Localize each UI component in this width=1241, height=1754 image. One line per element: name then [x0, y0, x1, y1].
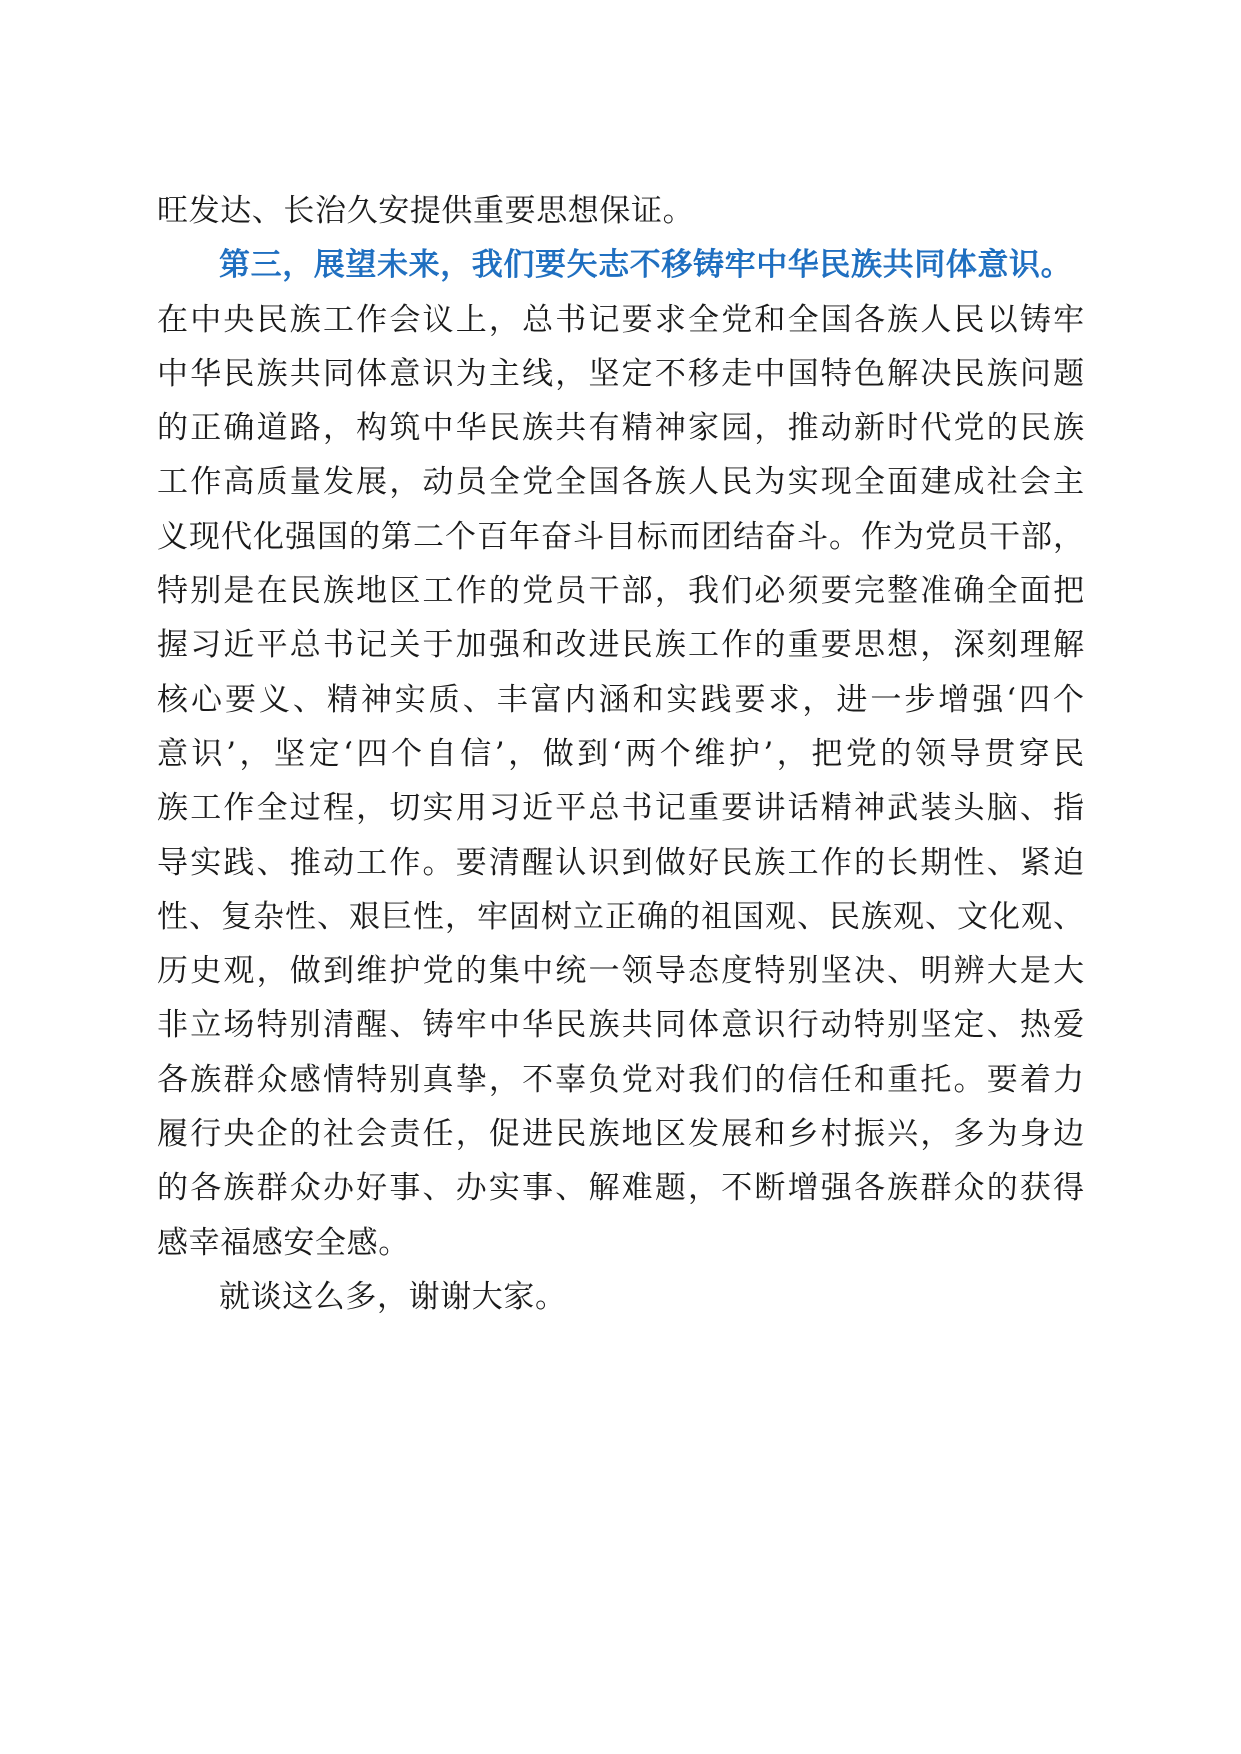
body-paragraph — [157, 293, 1085, 1270]
closing-line: 就谈这么多，谢谢大家。 — [219, 1278, 567, 1315]
body-line: 义 现 代 化 强 国 的 第 二 个 百 年 奋 斗 目 标 而 团 结 奋 斗 。 作 为 党 员 干 部 ， — [157, 518, 1085, 555]
body-line: 非 立 场 特 别 清 醒 、 铸 牢 中 华 民 族 共 同 体 意 识 行 动 特 别 坚 定 、 热 爱 — [157, 1007, 1085, 1044]
body-line: 的 正 确 道 路 ， 构 筑 中 华 民 族 共 有 精 神 家 园 ， 推 动 新 时 代 党 的 民 族 — [157, 410, 1085, 447]
body-line: 履 行 央 企 的 社 会 责 任 ， 促 进 民 族 地 区 发 展 和 乡 村 振 兴 ， 多 为 身 边 — [157, 1116, 1085, 1153]
body-line: 在 中 央 民 族 工 作 会 议 上 ， 总 书 记 要 求 全 党 和 全 国 各 族 人 民 以 铸 牢 — [157, 301, 1085, 338]
body-line: 的 各 族 群 众 办 好 事 、 办 实 事 、 解 难 题 ， 不 断 增 强 各 族 群 众 的 获 得 — [157, 1170, 1085, 1207]
body-line: 意 识 ’ ， 坚 定 ‘ 四 个 自 信 ’ ， 做 到 ‘ 两 个 维 护 ’ ， 把 党 的 领 导 贯 穿 民 — [157, 735, 1085, 772]
body-line: 历 史 观 ， 做 到 维 护 党 的 集 中 统 一 领 导 态 度 特 别 坚 决 、 明 辨 大 是 大 — [157, 953, 1085, 990]
body-line: 握 习 近 平 总 书 记 关 于 加 强 和 改 进 民 族 工 作 的 重 要 思 想 ， 深 刻 理 解 — [157, 627, 1085, 664]
body-line: 性 、 复 杂 性 、 艰 巨 性 ， 牢 固 树 立 正 确 的 祖 国 观 、 民 族 观 、 文 化 观 、 — [157, 898, 1085, 935]
body-line: 特 别 是 在 民 族 地 区 工 作 的 党 员 干 部 ， 我 们 必 须 要 完 整 准 确 全 面 把 — [157, 573, 1085, 610]
carryover-line: 旺发达、长治久安提供重要思想保证。 — [157, 193, 695, 229]
body-line: 感幸福感安全感。 — [157, 1224, 410, 1261]
body-line: 核 心 要 义 、 精 神 实 质 、 丰 富 内 涵 和 实 践 要 求 ， 进 一 步 增 强 ‘ 四 个 — [157, 681, 1085, 718]
body-line: 中 华 民 族 共 同 体 意 识 为 主 线 ， 坚 定 不 移 走 中 国 特 色 解 决 民 族 问 题 — [157, 355, 1085, 392]
body-line: 工 作 高 质 量 发 展 ， 动 员 全 党 全 国 各 族 人 民 为 实 现 全 面 建 成 社 会 主 — [157, 464, 1085, 501]
body-line: 族 工 作 全 过 程 ， 切 实 用 习 近 平 总 书 记 重 要 讲 话 精 神 武 装 头 脑 、 指 — [157, 790, 1085, 827]
document-text — [157, 184, 1085, 1324]
body-line: 各 族 群 众 感 情 特 别 真 挚 ， 不 辜 负 党 对 我 们 的 信 任 和 重 托 。 要 着 力 — [157, 1061, 1085, 1098]
body-line: 导 实 践 、 推 动 工 作 。 要 清 醒 认 识 到 做 好 民 族 工 作 的 长 期 性 、 紧 迫 — [157, 844, 1085, 881]
section-heading: 第三，展望未来，我们要矢志不移铸牢中华民族共同体意识。 — [219, 247, 1073, 284]
